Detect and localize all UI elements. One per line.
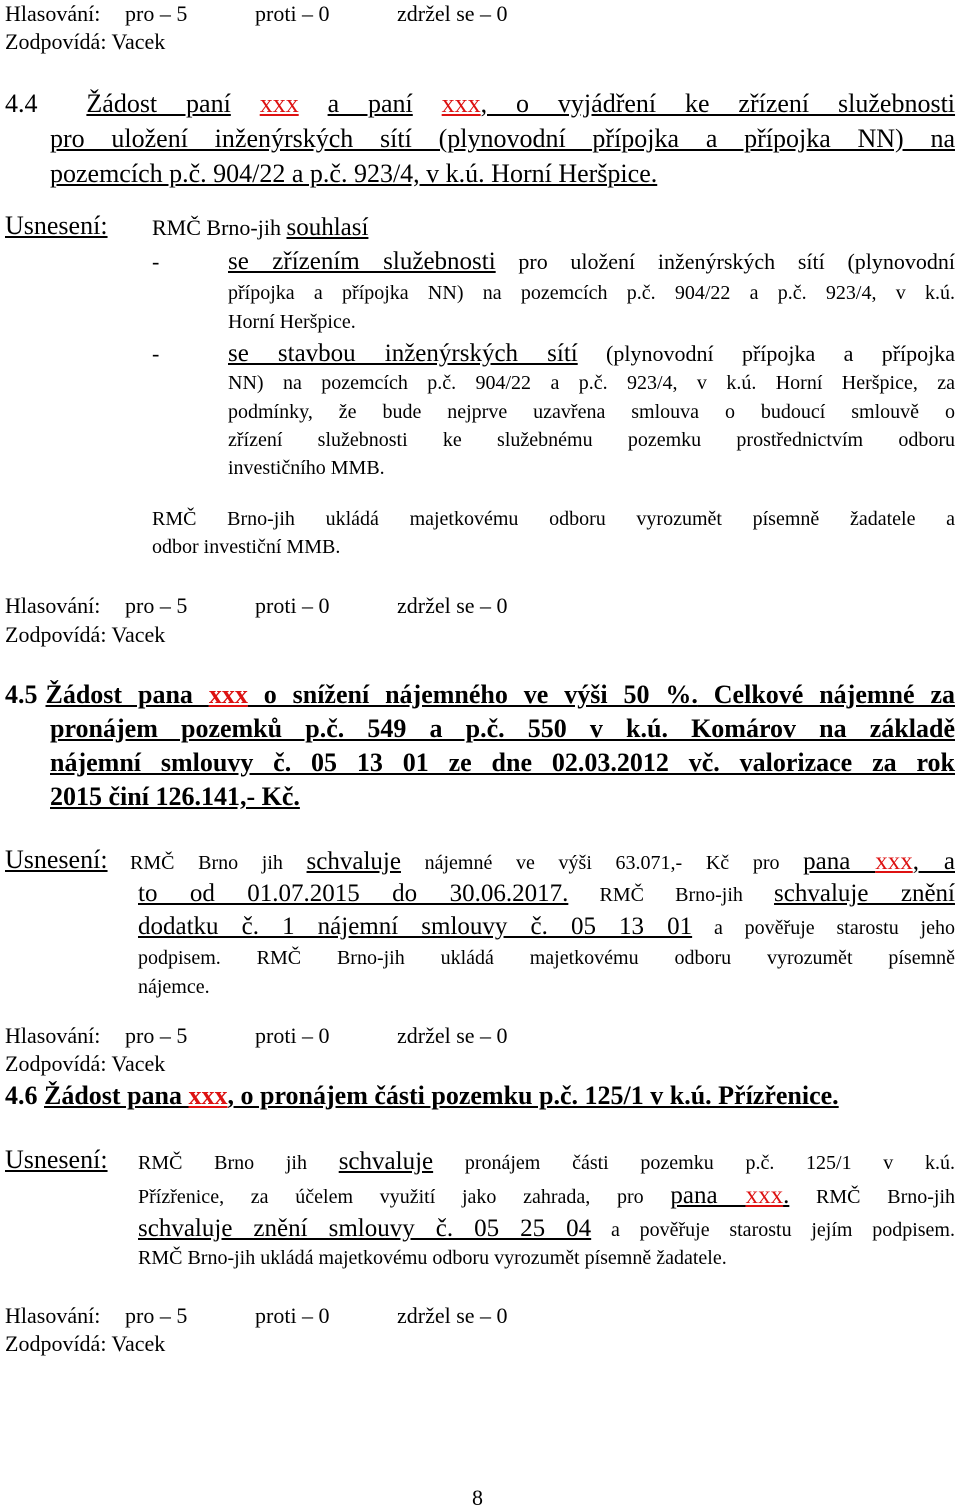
- resolution-4-5-line-1: RMČ Brno jih schvaluje nájemné ve výši 63.071,- Kč pro pana xxx, a: [130, 848, 955, 875]
- responsible-line: Zodpovídá: Vacek: [5, 622, 166, 647]
- responsible-line: Zodpovídá: Vacek: [5, 29, 166, 54]
- section-4-5-heading-line-4: 2015 činí 126.141,- Kč.: [50, 782, 300, 811]
- resolution-4-6-line-2: Přízřenice, za účelem využití jako zahrada, pro pana xxx. RMČ Brno-jih: [138, 1182, 955, 1209]
- vote-line: Hlasování: pro – 5 proti – 0 zdržel se – 0: [5, 1303, 508, 1328]
- resolution-4-6-line-1: RMČ Brno jih schvaluje pronájem části pozemku p.č. 125/1 v k.ú.: [138, 1148, 956, 1175]
- resolution-label: Usnesení:: [5, 1145, 108, 1174]
- resolution-label: Usnesení:: [5, 845, 108, 874]
- resolution-4-5-line-3: dodatku č. 1 nájemní smlouvy č. 05 13 01 a pověřuje starostu jeho: [138, 913, 955, 940]
- list-item-1-line-3: Horní Heršpice.: [228, 311, 356, 333]
- vote-line: Hlasování: pro – 5 proti – 0 zdržel se – 0: [5, 1023, 508, 1048]
- list-item-2-line-3: podmínky, že bude nejprve uzavřena smlouva o budoucí smlouvě o: [228, 401, 955, 423]
- resolution-4-5-line-2: to od 01.07.2015 do 30.06.2017. RMČ Brno-jih schvaluje znění: [138, 880, 955, 907]
- list-item-2-line-2: NN) na pozemcích p.č. 904/22 a p.č. 923/4, v k.ú. Horní Heršpice, za: [228, 372, 955, 394]
- vote-line: Hlasování: pro – 5 proti – 0 zdržel se – 0: [5, 593, 508, 618]
- resolution-4-5-line-4: podpisem. RMČ Brno-jih ukládá majetkovému odboru vyrozumět písemně: [138, 947, 955, 969]
- instruction-line-2: odbor investiční MMB.: [152, 536, 341, 558]
- page-number: 8: [472, 1485, 483, 1510]
- list-item-1-line-2: přípojka a přípojka NN) na pozemcích p.č. 904/22 a p.č. 923/4, v k.ú.: [228, 282, 955, 304]
- resolution-4-5-line-5: nájemce.: [138, 976, 210, 998]
- list-dash: -: [152, 341, 160, 366]
- resolution-label: Usnesení:: [5, 211, 108, 240]
- section-4-5-heading-line-2: pronájem pozemků p.č. 549 a p.č. 550 v k.ú. Komárov na základě: [50, 714, 955, 743]
- resolution-line: RMČ Brno-jih souhlasí: [152, 214, 369, 241]
- section-4-4-heading-line-2: pro uložení inženýrských sítí (plynovodní přípojka a přípojka NN) na: [50, 124, 955, 153]
- section-4-4-heading-line-3: pozemcích p.č. 904/22 a p.č. 923/4, v k.ú. Horní Heršpice.: [50, 159, 658, 188]
- section-4-6-heading: 4.6 Žádost pana xxx, o pronájem části pozemku p.č. 125/1 v k.ú. Přízřenice.: [5, 1081, 839, 1110]
- section-4-5-heading-line-1: 4.5 Žádost pana xxx o snížení nájemného ve výši 50 %. Celkové nájemné za: [5, 680, 955, 709]
- list-item-2-line-1: se stavbou inženýrských sítí (plynovodní přípojka a přípojka: [228, 340, 956, 367]
- list-item-1-line-1: se zřízením služebnosti pro uložení inženýrských sítí (plynovodní: [228, 248, 955, 275]
- section-4-4-heading-line-1: 4.4 Žádost paní xxx a paní xxx, o vyjádření ke zřízení služebnosti: [5, 89, 956, 118]
- resolution-4-6-line-3: schvaluje znění smlouvy č. 05 25 04 a pověřuje starostu jejím podpisem.: [138, 1215, 955, 1242]
- instruction-line-1: RMČ Brno-jih ukládá majetkovému odboru vyrozumět písemně žadatele a: [152, 508, 955, 530]
- list-dash: -: [152, 249, 160, 274]
- responsible-line: Zodpovídá: Vacek: [5, 1331, 166, 1356]
- vote-line: Hlasování: pro – 5 proti – 0 zdržel se – 0: [5, 1, 508, 26]
- list-item-2-line-5: investičního MMB.: [228, 457, 385, 479]
- responsible-line: Zodpovídá: Vacek: [5, 1051, 166, 1076]
- section-4-5-heading-line-3: nájemní smlouvy č. 05 13 01 ze dne 02.03.2012 vč. valorizace za rok: [50, 748, 955, 777]
- resolution-4-6-line-4: RMČ Brno-jih ukládá majetkovému odboru vyrozumět písemně žadatele.: [138, 1247, 727, 1269]
- list-item-2-line-4: zřízení služebnosti ke služebnému pozemku prostřednictvím odboru: [228, 429, 955, 451]
